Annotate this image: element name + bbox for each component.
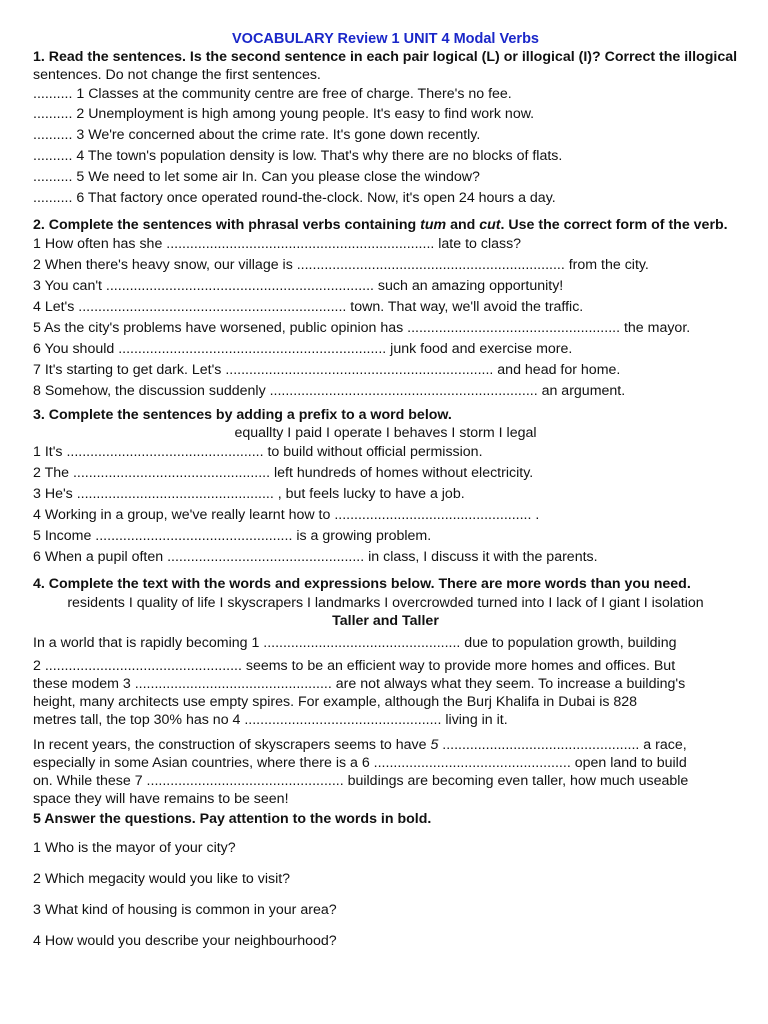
exercise-2-item: 6 You should .................................................................... junk food and exercise more.: [33, 341, 573, 357]
paragraph-line: space they will have remains to be seen!: [33, 791, 289, 807]
paragraph-line: on. While these 7 .................................................. buildings are becoming even taller, how much useable: [33, 773, 689, 789]
exercise-1: [33, 48, 738, 209]
exercise-3-item: 4 Working in a group, we've really learnt how to .................................................. .: [33, 507, 540, 523]
exercise-5-question: 4 How would you describe your neighbourhood?: [33, 933, 337, 949]
exercise-2-item: 4 Let's .................................................................... town. That way, we'll avoid the traffic.: [33, 299, 584, 315]
exercise-2-item: 3 You can't .................................................................... such an amazing opportunity!: [33, 278, 564, 294]
exercise-3: [33, 406, 738, 568]
exercise-4-text-title: Taller and Taller: [332, 613, 439, 629]
exercise-3-item: 3 He's .................................................. , but feels lucky to have a job.: [33, 486, 465, 502]
exercise-2-item: 8 Somehow, the discussion suddenly .................................................................... an argument.: [33, 383, 626, 399]
exercise-2-item: 1 How often has she .................................................................... late to class?: [33, 236, 522, 252]
exercise-5-question: 3 What kind of housing is common in your area?: [33, 902, 337, 918]
exercise-2-instruction-text: and: [446, 217, 480, 233]
exercise-4-wordbank: residents I quality of life I skyscrapers I landmarks I overcrowded turned into I lack of I giant I isolation: [67, 595, 704, 611]
exercise-2-item: 2 When there's heavy snow, our village is .................................................................... from the city.: [33, 257, 649, 273]
exercise-1-item: .......... 6 That factory once operated round-the-clock. Now, it's open 24 hours a day.: [33, 190, 556, 206]
exercise-4-paragraph-1: [33, 633, 738, 729]
exercise-2-item: 7 It's starting to get dark. Let's .................................................................... and head for home.: [33, 362, 621, 378]
exercise-1-item: .......... 3 We're concerned about the crime rate. It's gone down recently.: [33, 127, 481, 143]
exercise-1-instruction: [33, 48, 738, 84]
exercise-4-paragraph-2: [33, 736, 738, 808]
exercise-2-instruction: [33, 216, 738, 234]
paragraph-line: [33, 736, 738, 754]
paragraph-text: .................................................. a race,: [438, 737, 687, 753]
gap-number: 5: [430, 737, 439, 753]
paragraph-line: especially in some Asian countries, where there is a 6 .................................................. open land to build: [33, 755, 687, 771]
exercise-4: [33, 575, 738, 808]
exercise-5-instruction: 5 Answer the questions. Pay attention to the words in bold.: [33, 811, 432, 827]
exercise-2-instruction-text: . Use the correct form of the verb.: [500, 217, 728, 233]
exercise-5: [33, 810, 738, 957]
paragraph-line: these modem 3 .................................................. are not always what they seem. To increase a building's: [33, 676, 686, 692]
paragraph-line: In a world that is rapidly becoming 1 .................................................. due to population growth, building: [33, 635, 677, 651]
exercise-3-instruction: 3. Complete the sentences by adding a prefix to a word below.: [33, 407, 452, 423]
exercise-2-item: 5 As the city's problems have worsened, public opinion has ...................................................... the mayor.: [33, 320, 691, 336]
exercise-3-item: 5 Income .................................................. is a growing problem.: [33, 528, 432, 544]
exercise-3-item: 1 It's .................................................. to build without official permission.: [33, 444, 483, 460]
exercise-4-instruction: 4. Complete the text with the words and expressions below. There are more words than you need.: [33, 576, 691, 592]
exercise-3-wordbank: equallty I paid I operate I behaves I storm I legal: [234, 425, 537, 441]
page-title: VOCABULARY Review 1 UNIT 4 Modal Verbs: [232, 31, 539, 47]
exercise-1-item: .......... 4 The town's population density is low. That's why there are no blocks of flats.: [33, 148, 563, 164]
exercise-1-item: .......... 1 Classes at the community centre are free of charge. There's no fee.: [33, 86, 512, 102]
exercise-1-instruction-bold: 1. Read the sentences. Is the second sentence in each pair logical (L) or illogical (I)? Correct the illogical: [33, 49, 738, 65]
exercise-2-instruction-text: 2. Complete the sentences with phrasal verbs containing: [33, 217, 421, 233]
exercise-3-item: 2 The .................................................. left hundreds of homes without electricity.: [33, 465, 534, 481]
paragraph-text: In recent years, the construction of skyscrapers seems to have: [33, 737, 431, 753]
exercise-2-keyword-cut: cut: [479, 217, 501, 233]
exercise-3-item: 6 When a pupil often .................................................. in class, I discuss it with the parents.: [33, 549, 598, 565]
exercise-5-question: 2 Which megacity would you like to visit?: [33, 871, 291, 887]
paragraph-line: metres tall, the top 30% has no 4 .................................................. living in it.: [33, 712, 508, 728]
exercise-1-item: .......... 5 We need to let some air In. Can you please close the window?: [33, 169, 480, 185]
exercise-5-question: 1 Who is the mayor of your city?: [33, 840, 236, 856]
exercise-2-keyword-tum: tum: [420, 217, 447, 233]
paragraph-line: height, many architects use empty spires. For example, although the Burj Khalifa in Dubai is 828: [33, 694, 638, 710]
exercise-2: [33, 216, 738, 402]
exercise-1-instruction-normal: sentences. Do not change the first sentences.: [33, 67, 321, 83]
paragraph-line: 2 .................................................. seems to be an efficient way to provide more homes and offices. But: [33, 658, 676, 674]
exercise-1-item: .......... 2 Unemployment is high among young people. It's easy to find work now.: [33, 106, 535, 122]
